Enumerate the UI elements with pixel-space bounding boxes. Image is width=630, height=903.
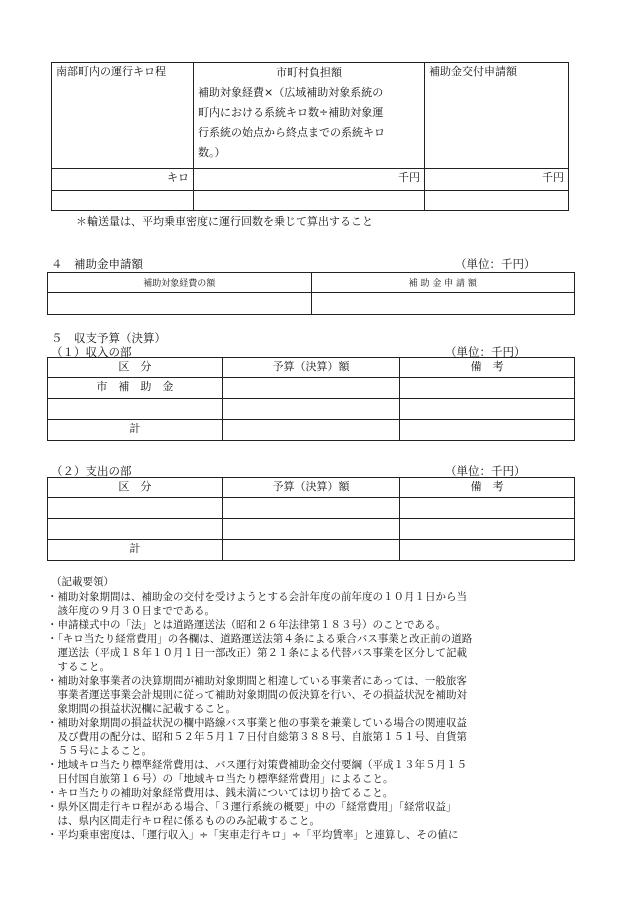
income-total-budget[interactable] — [222, 420, 400, 441]
income-total-biko[interactable] — [400, 420, 575, 441]
unit-thousand-yen-1: 千円 — [194, 169, 425, 191]
expense-row-1-budget[interactable] — [222, 498, 400, 519]
income-row-blank[interactable] — [48, 399, 223, 420]
note-line: ・「キロ当たり経常費用」の各欄は、道路運送法第４条による乗合バス事業と改正前の道路 — [47, 633, 473, 645]
note-line: すること。 — [47, 661, 110, 673]
unit-km: キロ — [52, 169, 194, 191]
header-eligible-cost: 補助対象経費の額 — [48, 273, 312, 293]
note-line: ・地域キロ当たり標準経常費用は、バス運行対策費補助金交付要綱（平成１３年５月１５ — [47, 759, 467, 771]
value-subsidy-application[interactable] — [425, 191, 569, 211]
income-unit: （単位：千円） — [445, 345, 526, 359]
section4-unit: （単位：千円） — [455, 257, 536, 271]
income-subsidy-budget[interactable] — [222, 378, 400, 399]
transport-volume-note: ＊輸送量は、平均乗車密度に運行回数を乗じて算出すること — [76, 215, 373, 228]
note-line: 該年度の９月３０日までである。 — [47, 605, 215, 617]
header-municipal-burden — [194, 63, 425, 169]
header-subsidy-application: 補助金交付申請額 — [425, 63, 569, 169]
unit-thousand-yen-2: 千円 — [425, 169, 569, 191]
income-blank-biko[interactable] — [400, 399, 575, 420]
municipal-burden-title: 市町村負担額 — [276, 66, 343, 79]
note-line: 象期間の損益状況欄に記載すること。 — [47, 703, 236, 715]
value-municipal-burden[interactable] — [194, 191, 425, 211]
income-row-subsidy: 市 補 助 金 — [48, 378, 223, 399]
section5-title: ５ 収支予算（決算） — [51, 331, 166, 345]
value-subsidy-amount[interactable] — [311, 293, 575, 315]
expense-row-2-budget[interactable] — [222, 519, 400, 540]
income-header-kubun: 区 分 — [48, 358, 223, 378]
value-route-km[interactable] — [52, 191, 194, 211]
expense-header-kubun: 区 分 — [48, 478, 223, 498]
expense-header-budget: 予算（決算）額 — [222, 478, 400, 498]
note-line: ・県外区間走行キロ程がある場合、「３運行系統の概要」中の「経常費用」「経常収益」 — [47, 801, 457, 813]
income-subsidy-biko[interactable] — [400, 378, 575, 399]
income-row-total: 計 — [48, 420, 223, 441]
note-line: ５５号によること。 — [47, 745, 152, 757]
note-line: ・補助対象事業者の決算期間が補助対象期間と相違している事業者にあっては、一般旅客 — [47, 675, 467, 687]
income-header-biko: 備 考 — [400, 358, 575, 378]
formula-line-2: 町内における系統キロ数÷補助対象運 — [198, 106, 384, 119]
expense-header-biko: 備 考 — [400, 478, 575, 498]
income-header-budget: 予算（決算）額 — [222, 358, 400, 378]
income-title: （１）収入の部 — [51, 345, 132, 359]
value-eligible-cost[interactable] — [48, 293, 312, 315]
note-line: ・申請様式中の「法」とは道路運送法（昭和２６年法律第１８３号）のことである。 — [47, 619, 446, 631]
route-km-table — [51, 62, 569, 211]
expense-row-2[interactable] — [48, 519, 223, 540]
expense-unit: （単位：千円） — [445, 464, 526, 478]
note-line: 及び費用の配分は、昭和５２年５月１７日付自総第３８８号、自旅第１５１号、自貨第 — [47, 731, 467, 743]
expense-row-1[interactable] — [48, 498, 223, 519]
expense-total-budget[interactable] — [222, 540, 400, 561]
expense-row-total: 計 — [48, 540, 223, 561]
note-line: 運送法（平成１８年１０月１日一部改正）第２１条による代替バス事業を区分して記載 — [47, 647, 467, 659]
expense-row-1-biko[interactable] — [400, 498, 575, 519]
expense-title: （２）支出の部 — [51, 464, 132, 478]
note-line: ・補助対象期間は、補助金の交付を受けようとする会計年度の前年度の１０月１日から当 — [47, 591, 467, 603]
expense-row-2-biko[interactable] — [400, 519, 575, 540]
expense-total-biko[interactable] — [400, 540, 575, 561]
note-line: 日付国自旅第１６号）の「地域キロ当たり標準経常費用」によること。 — [47, 773, 394, 785]
note-line: ・補助対象期間の損益状況の欄中路線バス事業と他の事業を兼業している場合の関連収益 — [47, 717, 467, 729]
formula-line-4: 数。） — [198, 146, 226, 159]
header-route-km: 南部町内の運行キロ程 — [52, 63, 194, 169]
income-blank-budget[interactable] — [222, 399, 400, 420]
formula-line-1: 補助対象経費×（広域補助対象系統の — [198, 86, 384, 99]
header-subsidy-amount: 補 助 金 申 請 額 — [311, 273, 575, 293]
subsidy-application-table — [47, 272, 575, 315]
income-table — [47, 357, 575, 441]
note-line: 事業者運送事業会計規則に従って補助対象期間の仮決算を行い、その損益状況を補助対 — [47, 689, 467, 701]
expense-table — [47, 477, 575, 561]
note-line: ・キロ当たりの補助対象経常費用は、銭未満については切り捨てること。 — [47, 787, 394, 799]
formula-line-3: 行系統の始点から終点までの系統キロ — [198, 126, 385, 139]
note-line: ・平均乗車密度は、「運行収入」÷「実車走行キロ」÷「平均賃率」と連算し、その値に — [47, 829, 459, 841]
note-line: は、県内区間走行キロ程に係るもののみ記載すること。 — [47, 815, 320, 827]
notes-title: （記載要領） — [51, 576, 114, 588]
section4-title: ４ 補助金申請額 — [51, 257, 143, 271]
